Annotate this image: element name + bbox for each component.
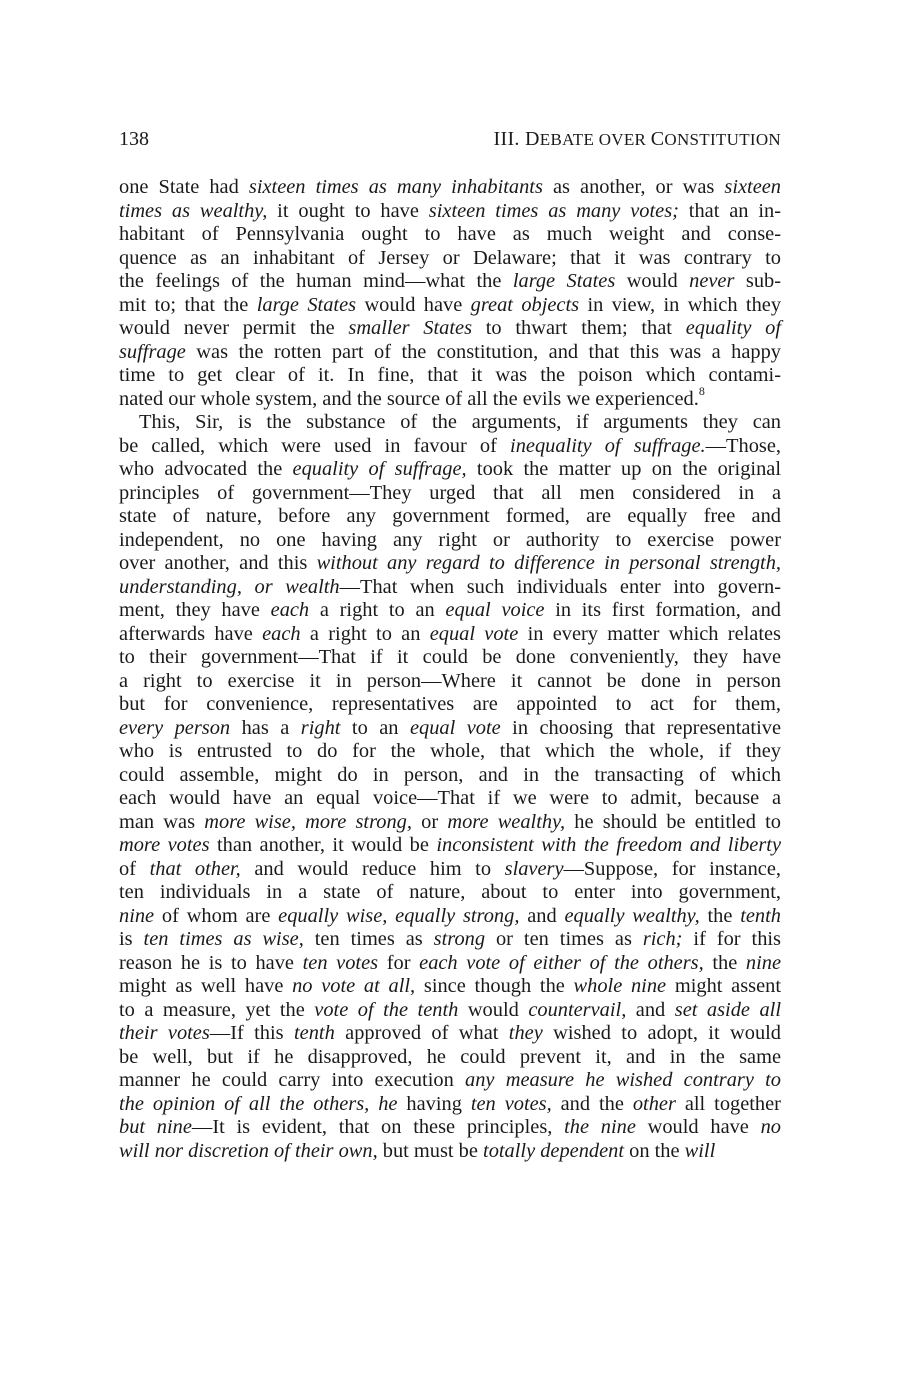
text-run: more votes xyxy=(119,834,210,856)
text-run: This, Sir, is the substance of the arguments, if arguments they can xyxy=(139,411,781,433)
text-run: for xyxy=(378,951,420,974)
text-line xyxy=(119,1116,781,1140)
text-run: each xyxy=(262,622,301,645)
text-run: any measure he wished contrary to xyxy=(465,1069,781,1091)
text-run: whole nine xyxy=(573,975,667,997)
text-run: he should be entitled to xyxy=(565,810,781,833)
text-run: the feelings of the human mind—what the xyxy=(119,270,513,292)
text-line xyxy=(119,317,781,341)
text-line xyxy=(119,294,781,318)
text-run: than another, it would be xyxy=(209,834,437,856)
text-line xyxy=(119,646,781,670)
text-run: or ten times as xyxy=(485,928,643,950)
text-line xyxy=(119,599,781,623)
text-run: one State had xyxy=(119,176,249,198)
text-line xyxy=(119,858,781,882)
page-header xyxy=(119,128,781,158)
text-run: quence as an inhabitant of Jersey or Delaware; that it was contrary to xyxy=(119,246,781,269)
text-run: might as well have xyxy=(119,975,293,997)
text-run: over another, and this xyxy=(119,552,317,574)
text-run: but must be xyxy=(377,1139,484,1162)
text-run: large States xyxy=(256,293,357,316)
text-run: is xyxy=(119,928,144,950)
text-run: who advocated the xyxy=(119,458,293,480)
text-run: equality of xyxy=(685,317,782,339)
text-line xyxy=(119,529,781,553)
text-line xyxy=(119,364,781,388)
text-run: vote of the tenth xyxy=(314,998,459,1021)
text-run: tenth xyxy=(740,904,781,927)
text-run: be well, but if he disapproved, he could prevent it, and in the same xyxy=(119,1045,781,1068)
text-run: right xyxy=(300,716,341,739)
text-line xyxy=(119,740,781,764)
text-run: each vote of either of the others, xyxy=(419,951,704,974)
text-run: ten times as wise, xyxy=(143,928,304,950)
footnote-ref: 8 xyxy=(698,383,705,398)
text-line xyxy=(119,552,781,576)
text-run: but nine xyxy=(119,1116,192,1138)
text-run: that other, xyxy=(149,857,241,880)
text-run: great objects xyxy=(470,293,580,316)
text-run: habitant of Pennsylvania ought to have as much weight and conse- xyxy=(119,223,781,245)
text-line xyxy=(119,435,781,459)
text-line xyxy=(119,1140,781,1164)
text-run: nated our whole system, and the source of all the evils we experienced. xyxy=(119,387,699,410)
text-run: —Those, xyxy=(705,434,781,457)
text-line xyxy=(119,834,781,858)
running-head: III. DEBATE OVER CONSTITUTION xyxy=(493,128,781,150)
text-run: the xyxy=(703,951,746,974)
text-line xyxy=(119,693,781,717)
paragraph xyxy=(119,176,781,411)
text-line xyxy=(119,928,781,952)
text-run: a right to an xyxy=(300,622,430,645)
text-run: no vote at all, xyxy=(292,975,416,997)
text-line xyxy=(119,341,781,365)
text-run: or xyxy=(411,810,448,833)
text-run: state of nature, before any government formed, are equally free and xyxy=(119,505,781,527)
text-line xyxy=(119,223,781,247)
text-run: ten individuals in a state of nature, about to enter into government, xyxy=(119,881,781,903)
text-line xyxy=(119,952,781,976)
text-run: each xyxy=(270,599,310,621)
text-run: —If this xyxy=(209,1022,294,1044)
text-run: sub- xyxy=(734,270,781,292)
text-run: countervail, xyxy=(528,998,627,1021)
text-line xyxy=(119,505,781,529)
paragraph xyxy=(119,411,781,1163)
text-run: large States xyxy=(512,270,616,292)
text-run: would xyxy=(615,270,690,292)
text-run: sixteen xyxy=(724,176,782,198)
text-line xyxy=(119,383,781,412)
text-run: on the xyxy=(624,1139,685,1162)
text-run: more wealthy, xyxy=(447,810,566,833)
text-run: —That when such individuals enter into govern- xyxy=(339,575,781,598)
text-run: equal vote xyxy=(429,622,519,645)
text-run: that an in- xyxy=(678,199,782,222)
text-run: a right to exercise it in person—Where it cannot be done in person xyxy=(119,669,781,692)
text-run: will xyxy=(684,1139,716,1162)
text-run: their votes xyxy=(119,1022,210,1044)
text-run: in view, in which they xyxy=(579,293,782,316)
text-run: was the rotten part of the constitution, and that this was a happy xyxy=(185,340,781,363)
text-run: strong xyxy=(433,928,486,950)
text-run: understanding, or wealth xyxy=(119,575,340,598)
text-run: wished to adopt, it would xyxy=(542,1022,781,1044)
text-run: of xyxy=(119,857,150,880)
body-text xyxy=(119,176,781,1163)
text-run: time to get clear of it. In fine, that it was the poison which contami- xyxy=(119,364,781,386)
text-run: it ought to have xyxy=(267,199,429,222)
text-run: ten times as xyxy=(303,928,434,950)
text-run: suffrage xyxy=(119,340,186,363)
text-run: has a xyxy=(230,716,301,739)
text-line xyxy=(119,811,781,835)
text-run: the xyxy=(699,904,741,927)
text-line xyxy=(119,411,781,435)
text-run: equally wealthy, xyxy=(564,904,700,927)
text-run: sixteen times as many votes; xyxy=(428,199,679,222)
text-run: having xyxy=(397,1092,471,1115)
text-run: man was xyxy=(119,810,205,833)
text-run: tenth xyxy=(294,1022,335,1044)
text-line xyxy=(119,247,781,271)
text-line xyxy=(119,717,781,741)
text-run: sixteen times as many inhabitants xyxy=(248,176,543,198)
text-run: totally dependent xyxy=(483,1139,625,1162)
text-run: never xyxy=(689,270,735,292)
text-run: afterwards have xyxy=(119,622,263,645)
text-line xyxy=(119,670,781,694)
text-run: equal vote xyxy=(409,716,501,739)
text-run: the nine xyxy=(564,1116,636,1138)
text-run: ten votes xyxy=(302,951,379,974)
text-run: would xyxy=(458,998,529,1021)
text-run: the opinion of all the others, he xyxy=(119,1092,398,1115)
text-line xyxy=(119,1093,781,1117)
text-run: inconsistent with the freedom and liberty xyxy=(436,834,782,856)
text-run: equality of suffrage, xyxy=(292,458,467,480)
text-run: they xyxy=(508,1022,543,1044)
text-run: nine xyxy=(119,904,155,927)
text-run: nine xyxy=(745,951,782,974)
text-run: other xyxy=(632,1092,676,1115)
text-run: ten votes, xyxy=(470,1092,552,1115)
text-run: to a measure, yet the xyxy=(119,998,315,1021)
text-run: equally wise, equally strong, xyxy=(278,904,520,927)
page-number: 138 xyxy=(119,128,149,150)
text-run: all together xyxy=(675,1092,781,1115)
text-run: no xyxy=(760,1116,781,1138)
text-line xyxy=(119,176,781,200)
text-line xyxy=(119,1069,781,1093)
text-run: took the matter up on the original xyxy=(466,458,781,480)
text-line xyxy=(119,999,781,1023)
text-run: to their government—That if it could be done conveniently, they have xyxy=(119,646,781,668)
text-line xyxy=(119,764,781,788)
text-run: in choosing that representative xyxy=(500,716,781,739)
text-line xyxy=(119,200,781,224)
text-run: manner he could carry into execution xyxy=(119,1069,466,1091)
text-run: and xyxy=(626,998,675,1021)
text-run: more wise, more strong, xyxy=(204,810,412,833)
text-line xyxy=(119,1046,781,1070)
text-run: might assent xyxy=(666,975,781,997)
text-run: slavery xyxy=(504,857,564,880)
text-run: in its first formation, and xyxy=(544,599,781,621)
text-run: would have xyxy=(356,293,471,316)
text-run: to thwart them; that xyxy=(472,317,686,339)
text-run: as another, or was xyxy=(542,176,725,198)
text-run: and the xyxy=(551,1092,633,1115)
text-run: —Suppose, for instance, xyxy=(563,857,781,880)
text-line xyxy=(119,975,781,999)
text-run: each would have an equal voice—That if we were to admit, because a xyxy=(119,787,781,809)
text-run: ment, they have xyxy=(119,599,271,621)
text-run: rich; xyxy=(642,928,683,950)
text-line xyxy=(119,623,781,647)
text-run: since though the xyxy=(415,975,574,997)
text-run: would have xyxy=(635,1116,761,1138)
text-run: —It is evident, that on these principles, xyxy=(191,1116,565,1138)
text-run: smaller States xyxy=(348,317,473,339)
text-run: and xyxy=(519,904,565,927)
text-run: principles of government—They urged that all men considered in a xyxy=(119,481,781,504)
text-run: be called, which were used in favour of xyxy=(119,434,511,457)
text-line xyxy=(119,905,781,929)
text-run: of whom are xyxy=(154,904,279,927)
text-run: will nor discretion of their own, xyxy=(119,1139,378,1162)
text-run: independent, no one having any right or authority to exercise power xyxy=(119,528,781,551)
text-run: in every matter which relates xyxy=(518,622,781,645)
text-run: who is entrusted to do for the whole, that which the whole, if they xyxy=(119,740,781,762)
text-run: to an xyxy=(340,716,410,739)
text-line xyxy=(119,881,781,905)
text-run: and would reduce him to xyxy=(240,857,505,880)
text-run: a right to an xyxy=(309,599,446,621)
text-run: times as wealthy, xyxy=(119,199,268,222)
text-line xyxy=(119,576,781,600)
text-line xyxy=(119,787,781,811)
text-line xyxy=(119,458,781,482)
text-run: could assemble, might do in person, and in the transacting of which xyxy=(119,763,781,786)
text-run: mit to; that the xyxy=(119,293,257,316)
text-line xyxy=(119,482,781,506)
text-run: reason he is to have xyxy=(119,951,303,974)
text-run: would never permit the xyxy=(119,317,349,339)
text-run: if for this xyxy=(682,928,781,950)
text-line xyxy=(119,270,781,294)
text-line xyxy=(119,1022,781,1046)
text-run: without any regard to difference in personal strength, xyxy=(316,552,781,574)
text-run: equal voice xyxy=(445,599,545,621)
text-run: inequality of suffrage. xyxy=(510,434,706,457)
text-run: every person xyxy=(119,716,231,739)
text-run: approved of what xyxy=(334,1022,509,1044)
text-run: but for convenience, representatives are appointed to act for them, xyxy=(119,693,781,715)
text-run: set aside all xyxy=(674,998,781,1021)
